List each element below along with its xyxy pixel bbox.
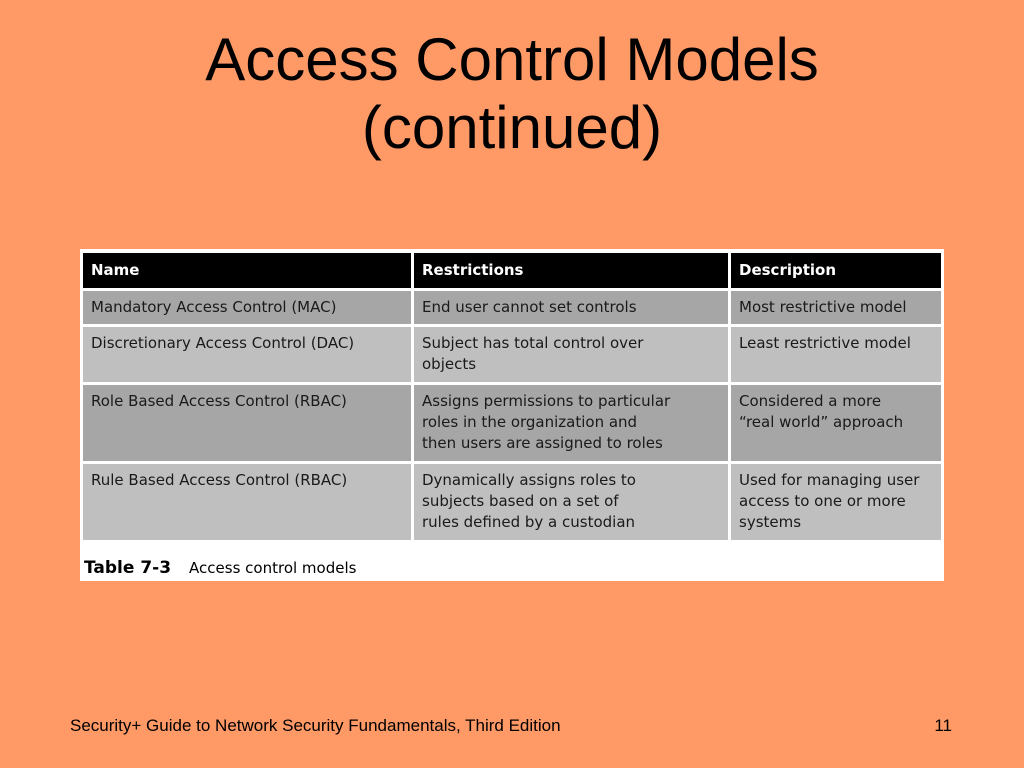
row-3-name: Role Based Access Control (RBAC): [83, 385, 411, 461]
header-description: Description: [731, 253, 941, 288]
slide-title: [0, 26, 1024, 162]
row-2-restrictions: Subject has total control over objects: [414, 327, 728, 382]
row-1-restrictions: End user cannot set controls: [414, 291, 728, 324]
table-caption: [84, 558, 356, 578]
row-3-description: Considered a more “real world” approach: [731, 385, 941, 461]
slide-title-line-2: (continued): [361, 94, 663, 161]
header-restrictions: Restrictions: [414, 253, 728, 288]
table-caption-label: Table 7-3: [84, 558, 172, 578]
row-4-restrictions: Dynamically assigns roles to subjects based on a set of rules defined by a custodian: [414, 464, 728, 540]
access-control-table: [80, 249, 944, 581]
row-3-restrictions: Assigns permissions to particular roles in the organization and then users are assigned to roles: [414, 385, 728, 461]
row-1-description: Most restrictive model: [731, 291, 941, 324]
header-name: Name: [83, 253, 411, 288]
row-4-description: Used for managing user access to one or more systems: [731, 464, 941, 540]
footer-source: Security+ Guide to Network Security Fundamentals, Third Edition: [70, 716, 561, 735]
row-1-name: Mandatory Access Control (MAC): [83, 291, 411, 324]
row-2-description: Least restrictive model: [731, 327, 941, 382]
row-2-name: Discretionary Access Control (DAC): [83, 327, 411, 382]
page-number: 11: [934, 716, 952, 735]
table-caption-text: Access control models: [189, 559, 357, 577]
table-grid: [83, 253, 941, 540]
slide-title-line-1: Access Control Models: [205, 26, 819, 93]
row-4-name: Rule Based Access Control (RBAC): [83, 464, 411, 540]
